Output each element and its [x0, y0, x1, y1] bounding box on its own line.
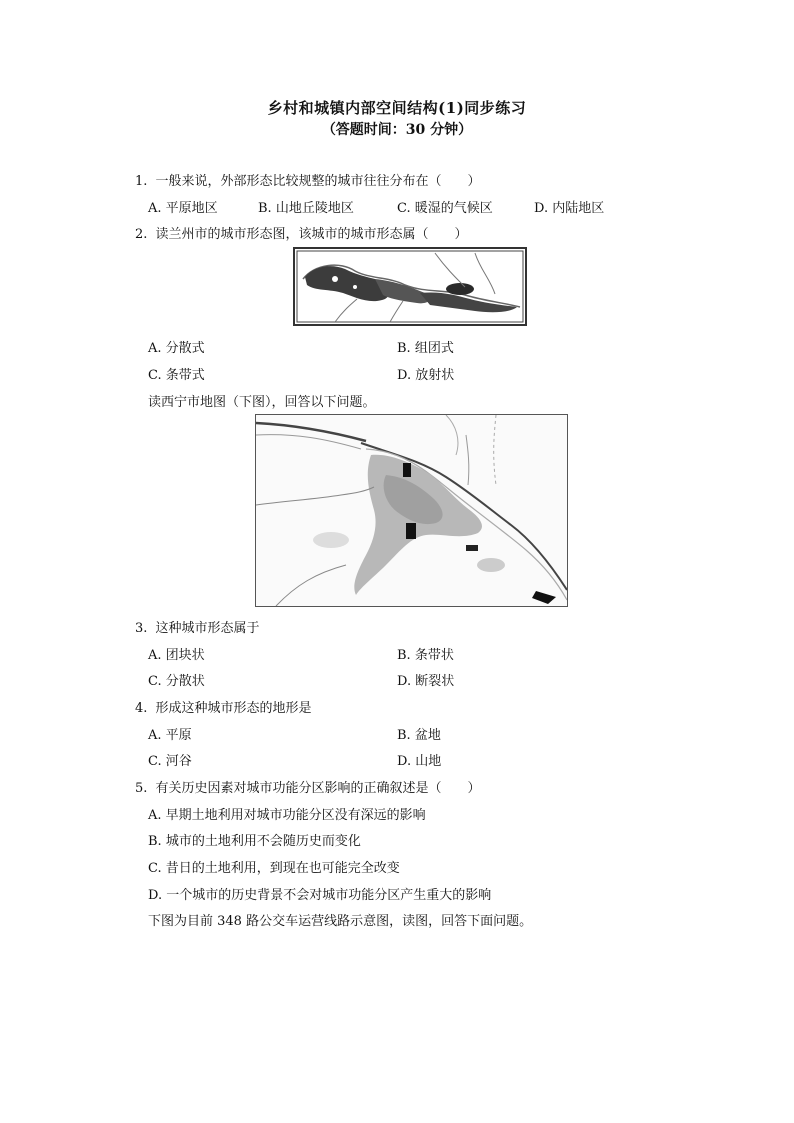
option-2c: C. 条带式: [148, 368, 205, 383]
page-subtitle: （答题时间：30 分钟）: [321, 122, 473, 138]
option-5c: C. 昔日的土地利用，到现在也可能完全改变: [148, 861, 400, 876]
option-3a: A. 团块状: [148, 648, 205, 663]
option-4c: C. 河谷: [148, 754, 192, 769]
question-stem: 形成这种城市形态的地形是: [155, 701, 312, 716]
option-3d: D. 断裂状: [397, 674, 455, 689]
question-number: 1.: [135, 174, 148, 189]
option-5b: B. 城市的土地利用不会随历史而变化: [148, 834, 361, 849]
question-2: [135, 227, 468, 243]
question-stem: 读兰州市的城市形态图，该城市的城市形态属（ ）: [155, 227, 468, 242]
option-5a: A. 早期土地利用对城市功能分区没有深远的影响: [148, 808, 426, 823]
xining-city-map: [255, 414, 568, 607]
lanzhou-city-map: [293, 247, 527, 326]
question-number: 4.: [135, 701, 148, 716]
option-2a: A. 分散式: [148, 341, 205, 356]
option-4a: A. 平原: [148, 728, 192, 743]
option-2b: B. 组团式: [397, 341, 454, 356]
intro-bus-route: 下图为目前 348 路公交车运营线路示意图，读图，回答下面问题。: [148, 914, 533, 929]
question-4: [135, 701, 312, 717]
question-stem: 这种城市形态属于: [155, 621, 260, 636]
option-1d: D. 内陆地区: [534, 201, 605, 216]
option-3c: C. 分散状: [148, 674, 205, 689]
option-3b: B. 条带状: [397, 648, 454, 663]
question-stem: 一般来说，外部形态比较规整的城市往往分布在（ ）: [155, 174, 481, 189]
question-stem: 有关历史因素对城市功能分区影响的正确叙述是（ ）: [155, 781, 481, 796]
question-number: 2.: [135, 227, 148, 242]
option-4d: D. 山地: [397, 754, 442, 769]
intro-xining: 读西宁市地图（下图），回答以下问题。: [148, 395, 376, 410]
option-5d: D. 一个城市的历史背景不会对城市功能分区产生重大的影响: [148, 888, 492, 903]
option-2d: D. 放射状: [397, 368, 455, 383]
option-1a: A. 平原地区: [148, 201, 218, 216]
option-1b: B. 山地丘陵地区: [258, 201, 354, 216]
question-5: [135, 781, 481, 797]
option-1c: C. 暖湿的气候区: [397, 201, 493, 216]
option-4b: B. 盆地: [397, 728, 441, 743]
question-1: [135, 174, 481, 190]
question-number: 3.: [135, 621, 148, 636]
question-3: [135, 621, 260, 637]
question-number: 5.: [135, 781, 148, 796]
page-title: 乡村和城镇内部空间结构(1)同步练习: [267, 99, 527, 117]
